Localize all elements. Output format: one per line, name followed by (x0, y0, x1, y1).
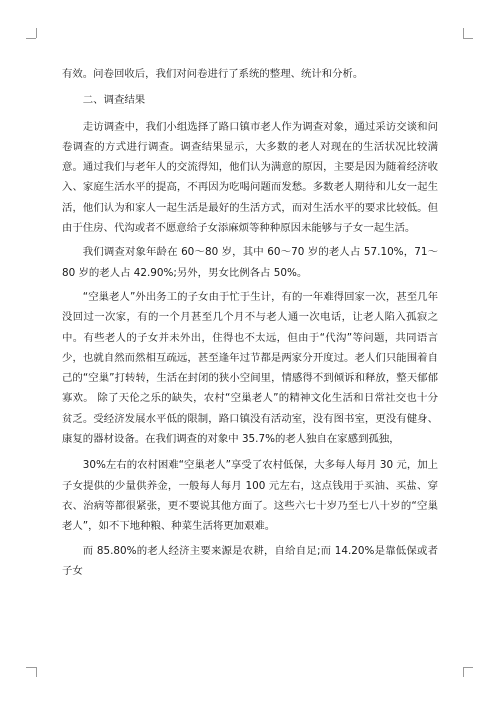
paragraph-subsidy: 30%左右的农村困难“空巢老人”享受了农村低保，大多每人每月 30 元，加上子女提供的少量供养金，一般每人每月 100 元左右，这点钱用于买油、买盐、穿衣、治病等都很紧张，更不要说其他方面了。这些六七十岁乃至七八十岁的“空巢老人”，如不下地种粮、种菜生活将更加艰难。 (62, 459, 438, 533)
paragraph-survey-overview: 走访调查中，我们小组选择了路口镇市老人作为调查对象，通过采访交谈和问卷调查的方式进行调查。调查结果显示，大多数的老人对现在的生活状况比较满意。通过我们与老年人的交流得知，他们认为满意的原因，主要是因为随着经济收入、家庭生活水平的提高，不再因为吃喝问题而发愁。多数老人期待和儿女一起生活，他们认为和家人一起生活是最好的生活方式，而对生活水平的要求比较低。但由于住房、代沟或者不愿意给子女添麻烦等种种原因未能够与子女一起生活。 (62, 120, 438, 235)
paragraph-income-source: 而 85.80%的老人经济主要来源是农耕，自给自足;而 14.20%是靠低保或者子女 (62, 544, 438, 577)
document-body (62, 64, 438, 581)
section-heading: 二、调查结果 (82, 94, 146, 107)
paragraph-empty-nest: “空巢老人”外出务工的子女由于忙于生计，有的一年难得回家一次，甚至几年没回过一次家，有的一个月甚至几个月不与老人通一次电话，让老人陷入孤寂之中。有些老人的子女并未外出，住得也不太远，但由于“代沟”等问题，共同语言少，也就自然而然相互疏远，甚至逢年过节都是两家分开度过。老人们只能围着自己的“空巢”打转转，生活在封闭的狭小空间里，情感得不到倾诉和释放，整天郁郁寡欢。 除了天伦之乐的缺失，农村“空巢老人”的精神文化生活和日常社交也十分贫乏。受经济发展水平低的限制，路口镇没有活动室，没有图书室，更没有健身、康复的器材设备。在我们调查的对象中 35.7%的老人独自在家感到孤独， (62, 290, 438, 446)
paragraph-intro-continued: 有效。问卷回收后，我们对问卷进行了系统的整理、统计和分析。 (62, 68, 364, 80)
paragraph-age-distribution: 我们调查对象年龄在 60～80 岁，其中 60～70 岁的老人占 57.10%，71～80 岁的老人占 42.90%;另外，男女比例各占 50%。 (62, 246, 438, 279)
